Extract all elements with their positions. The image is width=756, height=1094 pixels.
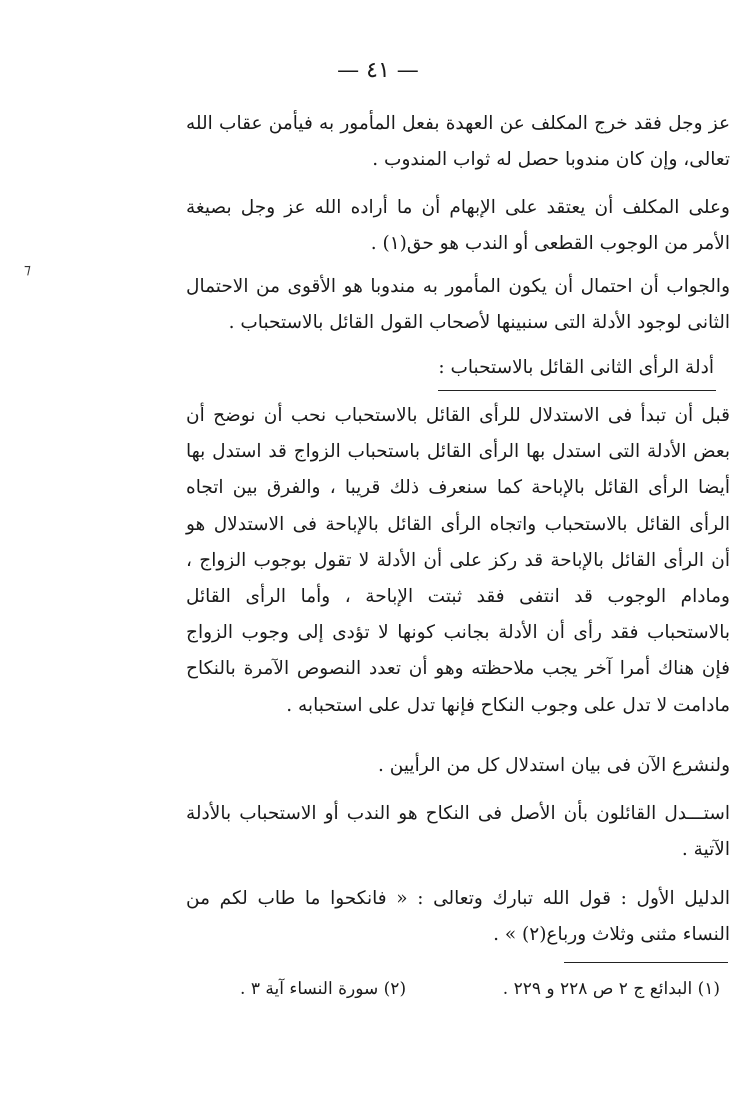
paragraph-3-text: والجواب أن احتمال أن يكون المأمور به مندوبا هو الأقوى من الاحتمال الثانى لوجود الأدلة التى سنبينها لأصحاب القول القائل بالاستحباب .	[186, 276, 730, 333]
paragraph-1-text: عز وجل فقد خرج المكلف عن العهدة بفعل المأمور به فيأمن عقاب الله تعالى، وإن كان مندوبا حصل له ثواب المندوب .	[186, 113, 730, 170]
paragraph-5-text: ولنشرع الآن فى بيان استدلال كل من الرأيين .	[378, 755, 730, 776]
paragraph-2-text: وعلى المكلف أن يعتقد على الإبهام أن ما أراده الله عز وجل بصيغة الأمر من الوجوب القطعى أو الندب هو حق(١) .	[186, 197, 730, 254]
paragraph-6-text: استـــدل القائلون بأن الأصل فى النكاح هو الندب أو الاستحباب بالأدلة الآتية .	[186, 803, 730, 860]
paragraph-3	[186, 269, 730, 341]
paragraph-7-text: الدليل الأول : قول الله تبارك وتعالى : « فانكحوا ما طاب لكم من النساء مثنى وثلاث ورباع(٢) » .	[186, 888, 730, 945]
paragraph-2	[186, 190, 730, 262]
paragraph-4-text: قبل أن تبدأ فى الاستدلال للرأى القائل بالاستحباب نحب أن نوضح أن بعض الأدلة التى استدل بها الرأى القائل باستحباب الزواج قد استدل بها أيضا الرأى القائل بالإباحة كما سنعرف ذلك قريبا ، والفرق بين اتجاه الرأى القائل بالاستحباب واتجاه الرأى القائل بالإباحة فى الاستدلال هو أن الرأى القائل بالإباحة قد ركز على أن الأدلة لا تقول بوجوب الزواج ، ومادام الوجوب قد انتفى فقد ثبتت الإباحة ، وأما الرأى القائل بالاستحباب فقد رأى أن الأدلة بجانب كونها لا تؤدى إلى وجوب الزواج فإن هناك أمرا آخر يجب ملاحظته وهو أن تعدد النصوص الآمرة بالنكاح مادامت لا تدل على وجوب النكاح فإنها تدل على استحبابه .	[186, 405, 730, 716]
footnotes	[240, 974, 720, 1004]
footnote-2: (٢) سورة النساء آية ٣ .	[240, 979, 407, 999]
paragraph-5	[186, 748, 730, 784]
paragraph-7	[186, 881, 730, 953]
footnote-1: (١) البدائع ج ٢ ص ٢٢٨ و ٢٢٩ .	[502, 979, 720, 999]
paragraph-4	[186, 398, 730, 724]
paragraph-1	[186, 106, 730, 178]
margin-mark: ⁊	[24, 262, 31, 278]
paragraph-6	[186, 796, 730, 868]
page-number: — ٤١ —	[337, 58, 419, 83]
section-heading: أدلة الرأى الثانى القائل بالاستحباب :	[438, 350, 716, 391]
footnote-divider	[564, 962, 728, 963]
